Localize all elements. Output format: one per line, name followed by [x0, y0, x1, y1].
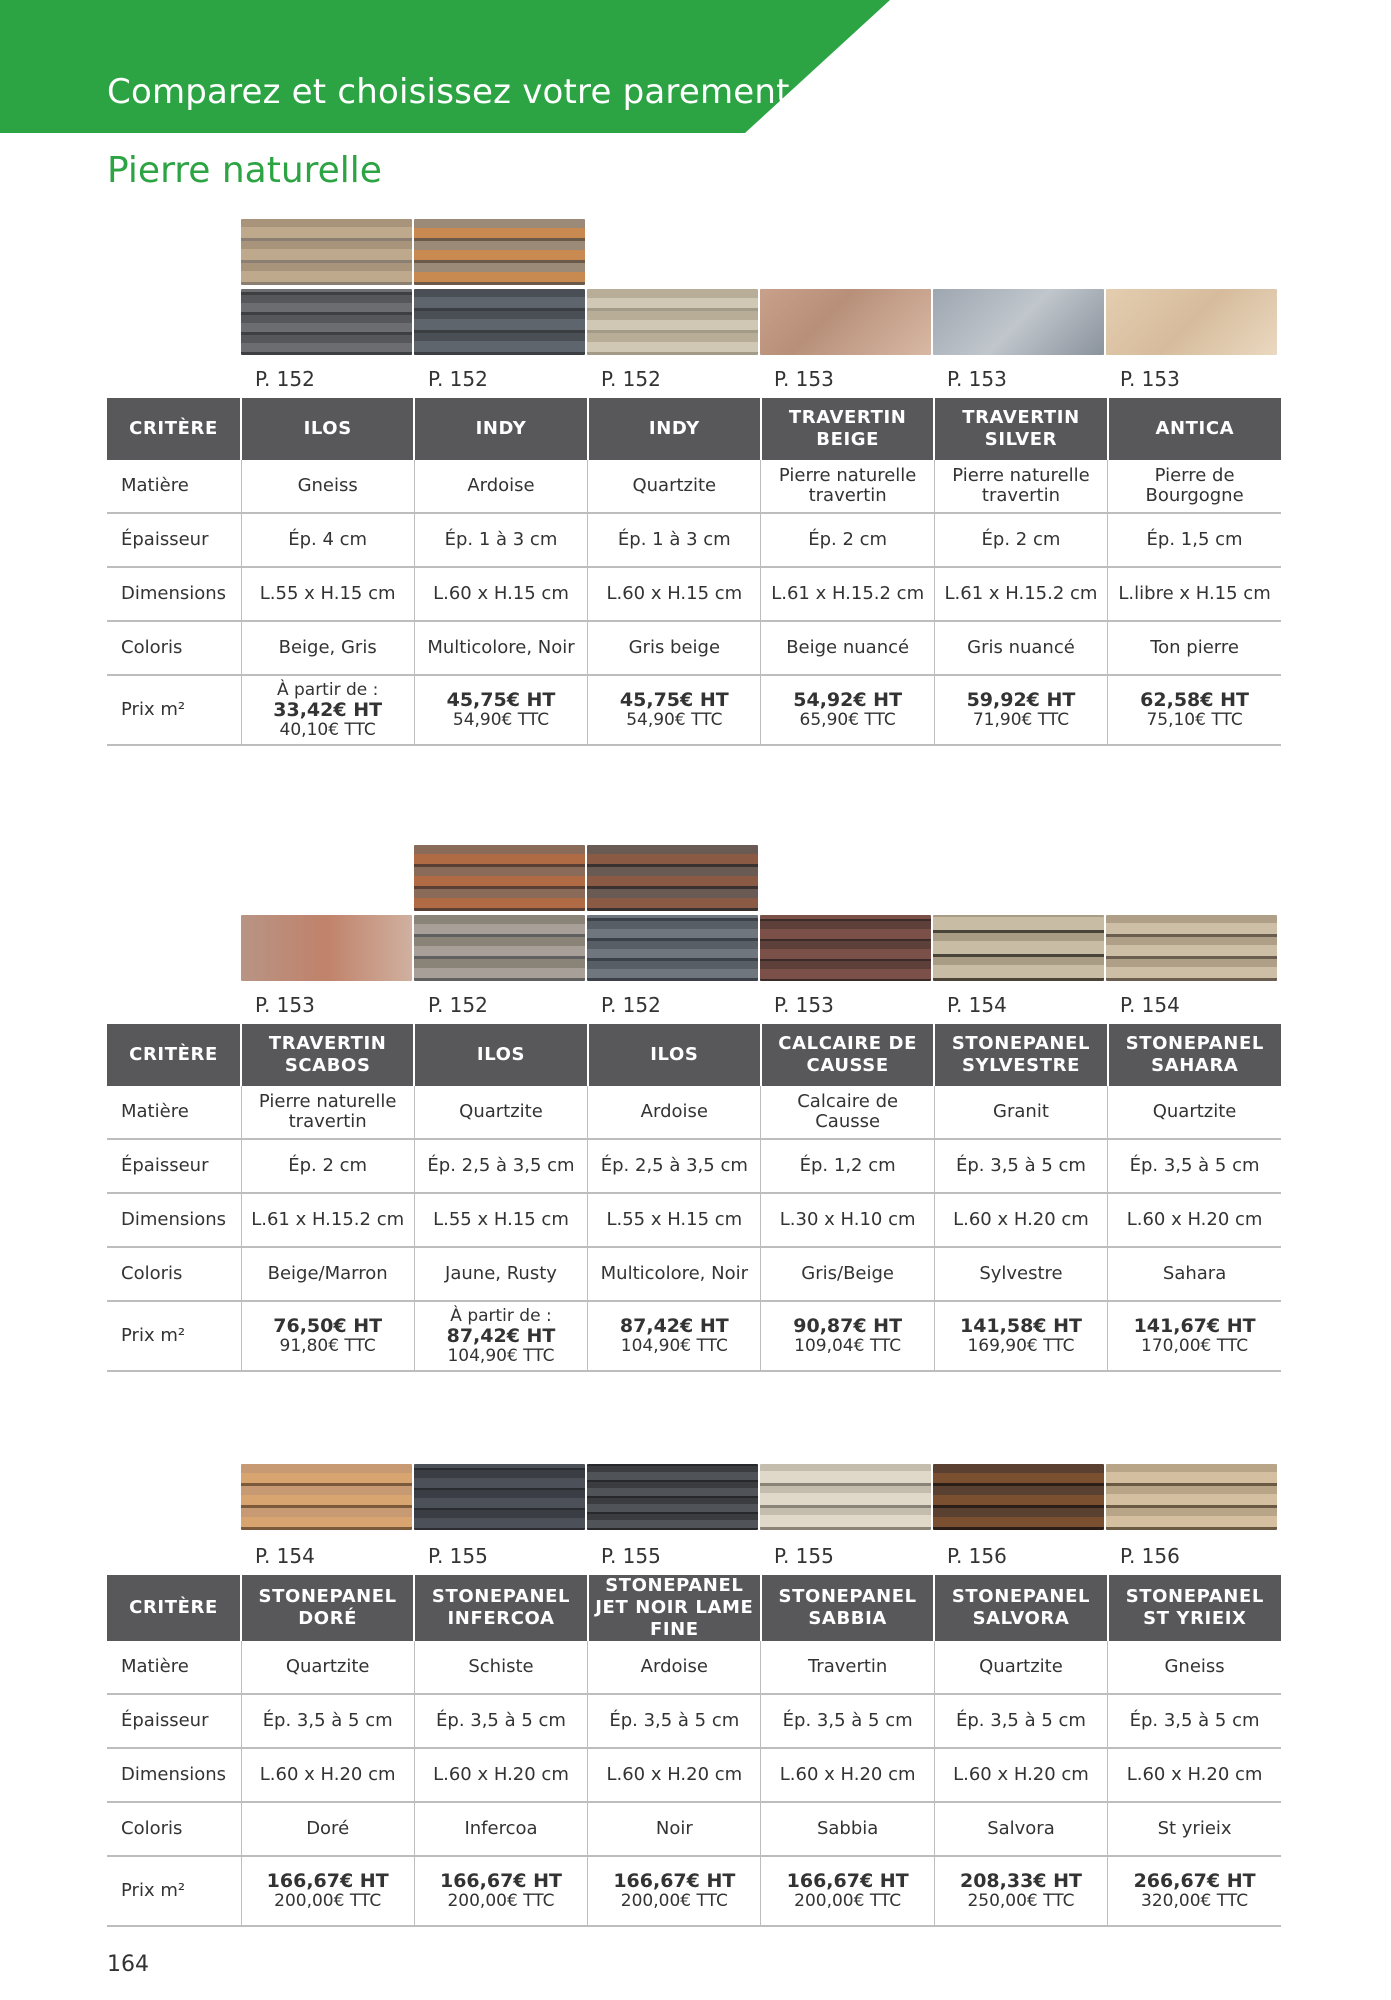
- dimensions-cell: L.30 x H.10 cm: [761, 1193, 934, 1247]
- page-ref: P. 153: [255, 993, 315, 1017]
- material-cell: Ardoise: [588, 1086, 761, 1139]
- row-label: Coloris: [107, 1247, 241, 1301]
- price-ht: 45,75€ HT: [619, 689, 729, 711]
- page-ref: P. 153: [1120, 367, 1180, 391]
- page-ref: P. 153: [774, 993, 834, 1017]
- colors-cell: Doré: [241, 1802, 414, 1856]
- row-label: Matière: [107, 1641, 241, 1694]
- dimensions-cell: L.60 x H.20 cm: [241, 1748, 414, 1802]
- price-ht: 266,67€ HT: [1133, 1870, 1256, 1892]
- price-cell: [241, 675, 414, 745]
- price-ttc: 104,90€ TTC: [620, 1336, 728, 1356]
- stone-swatch: [587, 915, 758, 981]
- page-ref: P. 153: [947, 367, 1007, 391]
- colors-cell: Sylvestre: [934, 1247, 1107, 1301]
- product-name: TRAVERTIN SCABOS: [241, 1024, 414, 1086]
- page-ref: P. 154: [1120, 993, 1180, 1017]
- stone-swatch: [587, 845, 758, 911]
- banner-title: Comparez et choisissez votre parement: [107, 72, 790, 112]
- price-ttc: 75,10€ TTC: [1146, 710, 1243, 730]
- page-ref: P. 152: [428, 367, 488, 391]
- dimensions-cell: L.60 x H.20 cm: [1108, 1193, 1281, 1247]
- price-ttc: 200,00€ TTC: [794, 1891, 902, 1911]
- page-ref: P. 152: [601, 367, 661, 391]
- price-ttc: 54,90€ TTC: [626, 710, 723, 730]
- thickness-row: [107, 1139, 1281, 1193]
- price-row: [107, 675, 1281, 745]
- row-label: Prix m²: [107, 1856, 241, 1926]
- price-ht: 166,67€ HT: [786, 1870, 909, 1892]
- dimensions-cell: L.60 x H.15 cm: [414, 567, 587, 621]
- thickness-cell: Ép. 3,5 à 5 cm: [414, 1694, 587, 1748]
- stone-swatch: [414, 1464, 585, 1530]
- price-ht: 87,42€ HT: [619, 1315, 729, 1337]
- material-cell: Ardoise: [588, 1641, 761, 1694]
- row-label: Dimensions: [107, 1748, 241, 1802]
- thickness-cell: Ép. 3,5 à 5 cm: [1108, 1139, 1281, 1193]
- price-prefix: À partir de :: [276, 680, 379, 700]
- thickness-cell: Ép. 3,5 à 5 cm: [588, 1694, 761, 1748]
- page-refs-2: [241, 993, 1281, 1021]
- price-ht: 45,75€ HT: [446, 689, 556, 711]
- thickness-cell: Ép. 3,5 à 5 cm: [1108, 1694, 1281, 1748]
- product-name: ILOS: [414, 1024, 587, 1086]
- colors-cell: Gris/Beige: [761, 1247, 934, 1301]
- thickness-cell: Ép. 4 cm: [241, 513, 414, 567]
- colors-cell: Jaune, Rusty: [414, 1247, 587, 1301]
- comparison-table-2: [107, 1024, 1281, 1372]
- price-ht: 87,42€ HT: [446, 1325, 556, 1347]
- price-row: [107, 1301, 1281, 1371]
- material-cell: Quartzite: [588, 460, 761, 513]
- thickness-cell: Ép. 1,2 cm: [761, 1139, 934, 1193]
- criteria-header: CRITÈRE: [107, 1575, 241, 1641]
- price-ht: 54,92€ HT: [793, 689, 903, 711]
- colors-cell: Noir: [588, 1802, 761, 1856]
- dimensions-cell: L.60 x H.15 cm: [588, 567, 761, 621]
- thickness-cell: Ép. 3,5 à 5 cm: [934, 1694, 1107, 1748]
- price-cell: [1108, 1856, 1281, 1926]
- section-title: Pierre naturelle: [107, 150, 382, 191]
- criteria-header: CRITÈRE: [107, 398, 241, 460]
- price-cell: [934, 1856, 1107, 1926]
- thickness-row: [107, 1694, 1281, 1748]
- stone-swatch: [241, 1464, 412, 1530]
- product-name: STONEPANEL SABBIA: [761, 1575, 934, 1641]
- colors-row: [107, 1247, 1281, 1301]
- price-cell: [1108, 1301, 1281, 1371]
- comparison-table-3: [107, 1575, 1281, 1927]
- page-ref: P. 152: [601, 993, 661, 1017]
- dimensions-cell: L.55 x H.15 cm: [241, 567, 414, 621]
- page-ref: P. 153: [774, 367, 834, 391]
- page-ref: P. 156: [947, 1544, 1007, 1568]
- price-ht: 166,67€ HT: [266, 1870, 389, 1892]
- stone-swatch: [414, 845, 585, 911]
- price-cell: [588, 1856, 761, 1926]
- page-ref: P. 152: [255, 367, 315, 391]
- price-ht: 141,67€ HT: [1133, 1315, 1256, 1337]
- page-ref: P. 154: [255, 1544, 315, 1568]
- price-ttc: 91,80€ TTC: [279, 1336, 376, 1356]
- row-label: Épaisseur: [107, 513, 241, 567]
- thickness-cell: Ép. 3,5 à 5 cm: [241, 1694, 414, 1748]
- material-cell: Quartzite: [1108, 1086, 1281, 1139]
- dimensions-cell: L.60 x H.20 cm: [934, 1748, 1107, 1802]
- row-label: Dimensions: [107, 1193, 241, 1247]
- product-name: INDY: [414, 398, 587, 460]
- price-cell: [241, 1856, 414, 1926]
- product-name: STONEPANEL SALVORA: [934, 1575, 1107, 1641]
- price-ttc: 200,00€ TTC: [620, 1891, 728, 1911]
- thickness-cell: Ép. 1,5 cm: [1108, 513, 1281, 567]
- price-ttc: 54,90€ TTC: [452, 710, 550, 730]
- product-name: ILOS: [588, 1024, 761, 1086]
- colors-cell: Sabbia: [761, 1802, 934, 1856]
- price-row: [107, 1856, 1281, 1926]
- comparison-table-1: [107, 398, 1281, 746]
- price-cell: [1108, 675, 1281, 745]
- material-cell: Quartzite: [414, 1086, 587, 1139]
- stone-swatch: [587, 1464, 758, 1530]
- stone-swatch: [241, 915, 412, 981]
- stone-swatch: [1106, 915, 1277, 981]
- price-ht: 33,42€ HT: [273, 699, 383, 721]
- product-name: STONEPANEL JET NOIR LAME FINE: [588, 1575, 761, 1641]
- stone-swatch: [760, 289, 931, 355]
- dimensions-cell: L.60 x H.20 cm: [414, 1748, 587, 1802]
- material-cell: Ardoise: [414, 460, 587, 513]
- dimensions-cell: L.60 x H.20 cm: [1108, 1748, 1281, 1802]
- dimensions-cell: L.61 x H.15.2 cm: [241, 1193, 414, 1247]
- price-ttc: 250,00€ TTC: [967, 1891, 1075, 1911]
- colors-cell: Salvora: [934, 1802, 1107, 1856]
- page-ref: P. 155: [428, 1544, 488, 1568]
- stone-swatch: [241, 219, 412, 285]
- header-row: [107, 398, 1281, 460]
- price-ht: 141,58€ HT: [959, 1315, 1082, 1337]
- material-cell: Gneiss: [1108, 1641, 1281, 1694]
- product-name: STONEPANEL ST YRIEIX: [1108, 1575, 1281, 1641]
- colors-cell: Gris beige: [588, 621, 761, 675]
- stone-swatch: [933, 915, 1104, 981]
- dimensions-row: [107, 567, 1281, 621]
- stone-swatch: [1106, 1464, 1277, 1530]
- thickness-cell: Ép. 2 cm: [761, 513, 934, 567]
- price-cell: [588, 1301, 761, 1371]
- price-cell: [241, 1301, 414, 1371]
- colors-cell: Beige nuancé: [761, 621, 934, 675]
- thickness-cell: Ép. 2 cm: [241, 1139, 414, 1193]
- colors-cell: Multicolore, Noir: [588, 1247, 761, 1301]
- price-ttc: 200,00€ TTC: [447, 1891, 555, 1911]
- stone-swatch: [414, 219, 585, 285]
- product-name: STONEPANEL DORÉ: [241, 1575, 414, 1641]
- dimensions-cell: L.61 x H.15.2 cm: [934, 567, 1107, 621]
- price-cell: [761, 1856, 934, 1926]
- material-cell: Pierre de Bourgogne: [1108, 460, 1281, 513]
- colors-cell: Gris nuancé: [934, 621, 1107, 675]
- material-row: [107, 1086, 1281, 1139]
- material-cell: Schiste: [414, 1641, 587, 1694]
- dimensions-cell: L.60 x H.20 cm: [761, 1748, 934, 1802]
- price-ttc: 320,00€ TTC: [1141, 1891, 1249, 1911]
- thickness-cell: Ép. 1 à 3 cm: [588, 513, 761, 567]
- price-ht: 59,92€ HT: [966, 689, 1076, 711]
- price-ttc: 71,90€ TTC: [972, 710, 1070, 730]
- product-name: STONEPANEL INFERCOA: [414, 1575, 587, 1641]
- thickness-cell: Ép. 3,5 à 5 cm: [761, 1694, 934, 1748]
- material-cell: Quartzite: [241, 1641, 414, 1694]
- product-name: INDY: [588, 398, 761, 460]
- price-ht: 76,50€ HT: [273, 1315, 383, 1337]
- price-ttc: 169,90€ TTC: [967, 1336, 1075, 1356]
- material-cell: Gneiss: [241, 460, 414, 513]
- price-cell: [934, 675, 1107, 745]
- dimensions-cell: L.55 x H.15 cm: [588, 1193, 761, 1247]
- criteria-header: CRITÈRE: [107, 1024, 241, 1086]
- colors-cell: Infercoa: [414, 1802, 587, 1856]
- colors-cell: Multicolore, Noir: [414, 621, 587, 675]
- material-cell: Quartzite: [934, 1641, 1107, 1694]
- page-number: 164: [107, 1952, 149, 1977]
- material-row: [107, 1641, 1281, 1694]
- price-ttc: 200,00€ TTC: [274, 1891, 382, 1911]
- dimensions-cell: L.libre x H.15 cm: [1108, 567, 1281, 621]
- price-ttc: 40,10€ TTC: [279, 720, 376, 740]
- price-ttc: 170,00€ TTC: [1141, 1336, 1249, 1356]
- product-name: STONEPANEL SAHARA: [1108, 1024, 1281, 1086]
- thickness-cell: Ép. 1 à 3 cm: [414, 513, 587, 567]
- page-ref: P. 155: [601, 1544, 661, 1568]
- price-cell: [414, 1856, 587, 1926]
- price-ht: 166,67€ HT: [613, 1870, 736, 1892]
- product-name: CALCAIRE DE CAUSSE: [761, 1024, 934, 1086]
- colors-cell: Beige/Marron: [241, 1247, 414, 1301]
- dimensions-cell: L.61 x H.15.2 cm: [761, 567, 934, 621]
- price-ttc: 104,90€ TTC: [447, 1346, 555, 1366]
- colors-cell: Ton pierre: [1108, 621, 1281, 675]
- row-label: Matière: [107, 460, 241, 513]
- page-refs-3: [241, 1544, 1281, 1572]
- material-cell: Pierre naturelle travertin: [934, 460, 1107, 513]
- row-label: Prix m²: [107, 1301, 241, 1371]
- stone-swatch: [1106, 289, 1277, 355]
- colors-row: [107, 621, 1281, 675]
- colors-cell: Sahara: [1108, 1247, 1281, 1301]
- material-cell: Pierre naturelle travertin: [241, 1086, 414, 1139]
- material-row: [107, 460, 1281, 513]
- price-ht: 166,67€ HT: [439, 1870, 562, 1892]
- product-name: TRAVERTIN BEIGE: [761, 398, 934, 460]
- dimensions-row: [107, 1748, 1281, 1802]
- dimensions-cell: L.60 x H.20 cm: [588, 1748, 761, 1802]
- row-label: Coloris: [107, 1802, 241, 1856]
- page-ref: P. 152: [428, 993, 488, 1017]
- row-label: Prix m²: [107, 675, 241, 745]
- material-cell: Travertin: [761, 1641, 934, 1694]
- stone-swatch: [933, 289, 1104, 355]
- price-prefix: À partir de :: [450, 1306, 552, 1326]
- product-name: TRAVERTIN SILVER: [934, 398, 1107, 460]
- price-cell: [414, 1301, 587, 1371]
- price-ttc: 109,04€ TTC: [794, 1336, 902, 1356]
- row-label: Épaisseur: [107, 1694, 241, 1748]
- thickness-cell: Ép. 3,5 à 5 cm: [934, 1139, 1107, 1193]
- stone-swatch: [933, 1464, 1104, 1530]
- thickness-cell: Ép. 2,5 à 3,5 cm: [588, 1139, 761, 1193]
- stone-swatch: [760, 1464, 931, 1530]
- thickness-row: [107, 513, 1281, 567]
- page-ref: P. 156: [1120, 1544, 1180, 1568]
- price-cell: [414, 675, 587, 745]
- dimensions-cell: L.60 x H.20 cm: [934, 1193, 1107, 1247]
- price-ht: 62,58€ HT: [1140, 689, 1249, 711]
- price-ht: 90,87€ HT: [793, 1315, 903, 1337]
- header-row: [107, 1575, 1281, 1641]
- page-ref: P. 155: [774, 1544, 834, 1568]
- colors-cell: St yrieix: [1108, 1802, 1281, 1856]
- product-name: ANTICA: [1108, 398, 1281, 460]
- price-cell: [761, 675, 934, 745]
- banner-shape: [0, 0, 900, 133]
- colors-cell: Beige, Gris: [241, 621, 414, 675]
- price-ttc: 65,90€ TTC: [799, 710, 896, 730]
- stone-swatch: [414, 289, 585, 355]
- stone-swatch: [587, 289, 758, 355]
- price-cell: [934, 1301, 1107, 1371]
- stone-swatch: [414, 915, 585, 981]
- stone-swatch: [241, 289, 412, 355]
- page-ref: P. 154: [947, 993, 1007, 1017]
- product-name: ILOS: [241, 398, 414, 460]
- row-label: Épaisseur: [107, 1139, 241, 1193]
- row-label: Matière: [107, 1086, 241, 1139]
- dimensions-row: [107, 1193, 1281, 1247]
- material-cell: Calcaire de Causse: [761, 1086, 934, 1139]
- price-cell: [761, 1301, 934, 1371]
- dimensions-cell: L.55 x H.15 cm: [414, 1193, 587, 1247]
- stone-swatch: [760, 915, 931, 981]
- price-cell: [588, 675, 761, 745]
- colors-row: [107, 1802, 1281, 1856]
- thickness-cell: Ép. 2 cm: [934, 513, 1107, 567]
- header-row: [107, 1024, 1281, 1086]
- product-name: STONEPANEL SYLVESTRE: [934, 1024, 1107, 1086]
- price-ht: 208,33€ HT: [959, 1870, 1082, 1892]
- thickness-cell: Ép. 2,5 à 3,5 cm: [414, 1139, 587, 1193]
- material-cell: Pierre naturelle travertin: [761, 460, 934, 513]
- material-cell: Granit: [934, 1086, 1107, 1139]
- row-label: Coloris: [107, 621, 241, 675]
- row-label: Dimensions: [107, 567, 241, 621]
- header-banner: [0, 0, 900, 133]
- page-refs-1: [241, 367, 1281, 395]
